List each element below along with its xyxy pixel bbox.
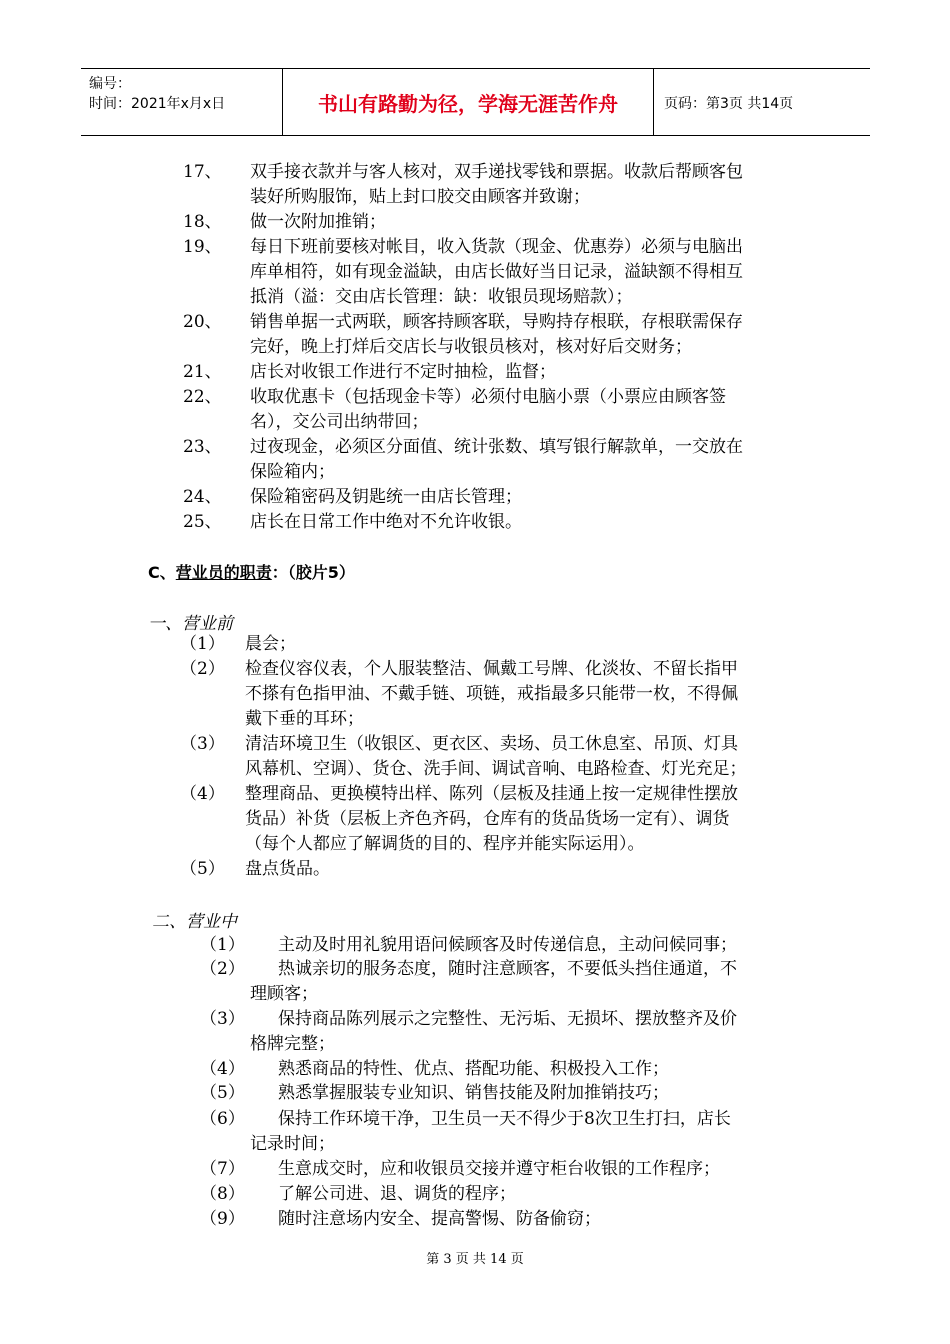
list-item-text: 生意成交时，应和收银员交接并遵守柜台收银的工作程序； [278,1159,720,1179]
list-item-text: 销售单据一式两联，顾客持顾客联，导购持存根联，存根联需保存 [250,312,743,332]
list-item-number: （3） [180,734,225,754]
list-item-text: 店长对收银工作进行不定时抽检，监督； [250,362,556,382]
list-item-number: （5） [180,859,225,879]
list-item-number: （9） [200,1209,245,1229]
header-meta [81,69,281,135]
list-item-number: （4） [180,784,225,804]
list-item-text: 晨会； [245,634,296,654]
list-item-text: （每个人都应了解调货的目的、程序并能实际运用）。 [245,834,645,854]
page-header [81,68,870,136]
list-item-text: 整理商品、更换模特出样、陈列（层板及挂通上按一定规律性摆放 [245,784,738,804]
list-item-number: （2） [180,659,225,679]
list-item-number: 17、 [183,162,222,182]
list-item-text: 不搽有色指甲油、不戴手链、项链，戒指最多只能带一枚，不得佩 [245,684,738,704]
section-heading [148,560,355,583]
list-item-text: 货品）补货（层板上齐色齐码，仓库有的货品货场一定有）、调货 [245,809,730,829]
list-item-text: 过夜现金，必须区分面值、统计张数、填写银行解款单，一交放在 [250,437,743,457]
list-item-number: 24、 [183,487,222,507]
list-item-text: 格牌完整； [250,1034,335,1054]
list-item-text: 装好所购服饰，贴上封口胶交由顾客并致谢； [250,187,590,207]
list-item-number: （1） [180,634,225,654]
list-item-text: 理顾客； [250,984,318,1004]
list-item-text: 戴下垂的耳环； [245,709,364,729]
list-item-text: 随时注意场内安全、提高警惕、防备偷窃； [278,1209,601,1229]
list-item-number: 23、 [183,437,222,457]
list-item-text: 每日下班前要核对帐目，收入货款（现金、优惠券）必须与电脑出 [250,237,743,257]
list-item-text: 保持工作环境干净，卫生员一天不得少于8次卫生打扫，店长 [278,1109,731,1129]
list-item-text: 了解公司进、退、调货的程序； [278,1184,516,1204]
subsection-heading: 一、营业前 [148,614,233,634]
list-item-text: 保险箱密码及钥匙统一由店长管理； [250,487,522,507]
list-item-number: （7） [200,1159,245,1179]
page-footer: 第 3 页 共 14 页 [426,1252,524,1267]
list-item-text: 名），交公司出纳带回； [250,412,429,432]
list-item-text: 风幕机、空调）、货仓、洗手间、调试音响、电路检查、灯光充足； [245,759,747,779]
list-item-text: 熟悉掌握服装专业知识、销售技能及附加推销技巧； [278,1083,669,1103]
list-item-number: 20、 [183,312,222,332]
list-item-text: 收取优惠卡（包括现金卡等）必须付电脑小票（小票应由顾客签 [250,387,726,407]
list-item-number: （5） [200,1083,245,1103]
list-item-text: 库单相符，如有现金溢缺，由店长做好当日记录，溢缺额不得相互 [250,262,743,282]
header-page-label: 页码：第3页 共14页 [664,96,794,112]
list-item-number: 22、 [183,387,222,407]
code-label: 编号： [89,76,131,92]
list-item-text: 热诚亲切的服务态度，随时注意顾客，不要低头挡住通道，不 [278,959,737,979]
list-item-text: 抵消（溢：交由店长管理：缺：收银员现场赔款）； [250,287,633,307]
list-item-text: 店长在日常工作中绝对不允许收银。 [250,512,522,532]
list-item-text: 记录时间； [250,1134,335,1154]
time-label: 时间：2021年x月x日 [89,96,226,112]
list-item-number: 21、 [183,362,222,382]
list-item-text: 熟悉商品的特性、优点、搭配功能、积极投入工作； [278,1059,669,1079]
list-item-text: 做一次附加推销； [250,212,386,232]
list-item-number: 25、 [183,512,222,532]
list-item-text: 清洁环境卫生（收银区、更衣区、卖场、员工休息室、吊顶、灯具 [245,734,738,754]
list-item-text: 完好，晚上打烊后交店长与收银员核对，核对好后交财务； [250,337,692,357]
list-item-text: 双手接衣款并与客人核对，双手递找零钱和票据。收款后帮顾客包 [250,162,743,182]
list-item-number: （1） [200,935,245,955]
list-item-number: 19、 [183,237,222,257]
header-motto: 书山有路勤为径，学海无涯苦作舟 [282,69,654,135]
list-item-number: （3） [200,1009,245,1029]
section-suffix: ：（胶片5） [271,563,355,582]
subsection-heading: 二、营业中 [152,912,237,932]
list-item-number: （6） [200,1109,245,1129]
list-item-number: 18、 [183,212,222,232]
list-item-text: 主动及时用礼貌用语问候顾客及时传递信息，主动问候同事； [278,935,737,955]
section-title: 营业员的职责 [175,563,272,582]
list-item-number: （8） [200,1184,245,1204]
list-item-number: （4） [200,1059,245,1079]
list-item-text: 检查仪容仪表，个人服装整洁、佩戴工号牌、化淡妆、不留长指甲 [245,659,738,679]
list-item-number: （2） [200,959,245,979]
list-item-text: 盘点货品。 [245,859,330,879]
section-prefix: C、 [148,563,176,582]
list-item-text: 保持商品陈列展示之完整性、无污垢、无损坏、摆放整齐及价 [278,1009,737,1029]
list-item-text: 保险箱内； [250,462,335,482]
